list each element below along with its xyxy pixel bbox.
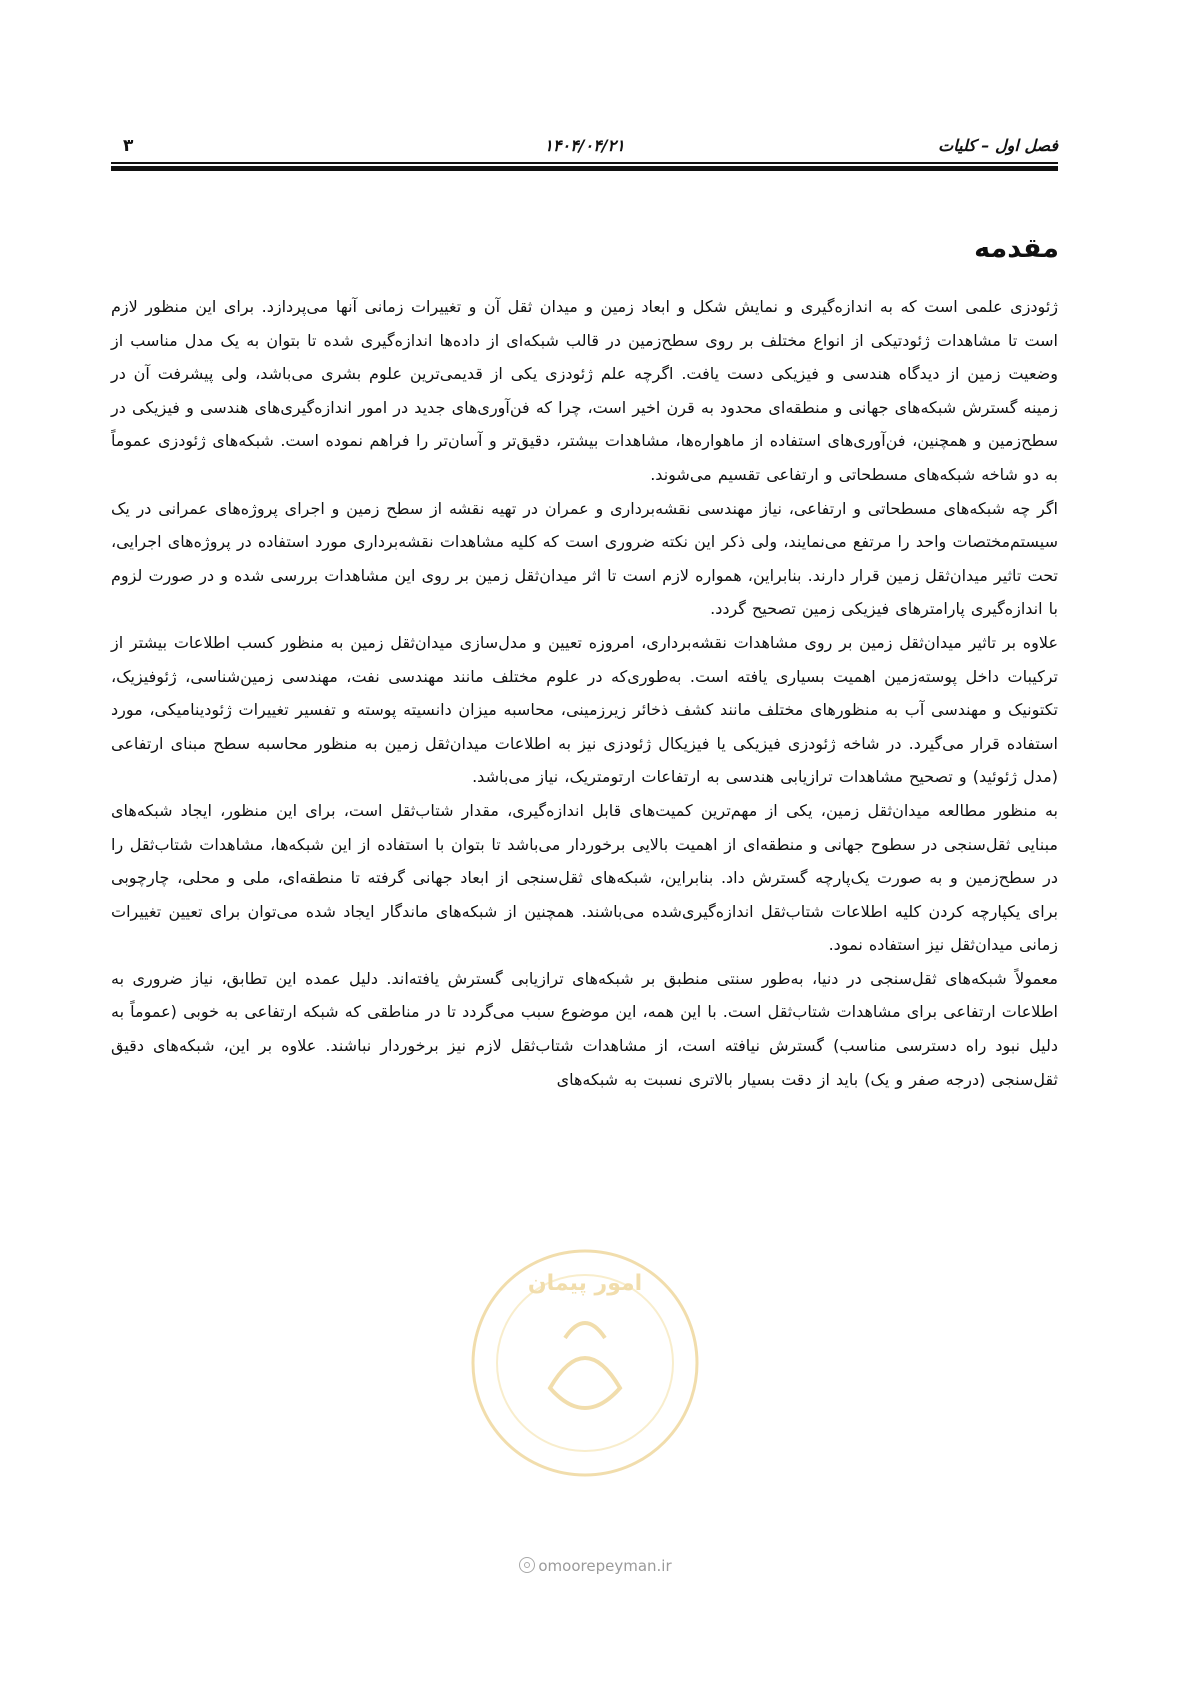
at-sign-icon: [519, 1557, 535, 1573]
paragraph: علاوه بر تاثیر میدان‌ثقل زمین بر روی مشاهدات نقشه‌برداری، امروزه تعیین و مدل‌سازی میدان‌ثقل زمین به منظور کسب اطلاعات بیشتر از ترکیبات داخل پوسته‌زمین اهمیت بسیاری یافته است. به‌طوری‌که در علوم مختلف مانند مهندسی نفت، مهندسی زمین‌شناسی، ژئوفیزیک، تکتونیک و مهندسی آب به منظورهای مختلف مانند کشف ذخائر زیرزمینی، محاسبه میزان دانسیته پوسته و تفسیر تغییرات ژئودینامیکی، مورد استفاده قرار می‌گیرد. در شاخه ژئودزی فیزیکی یا فیزیکال ژئودزی نیز به اطلاعات میدان‌ثقل زمین به منظور محاسبه سطح مبنای ارتفاعی (مدل ژئوئید) و تصحیح مشاهدات ترازیابی هندسی به ارتفاعات ارتومتریک، نیاز می‌باشد.: [111, 632, 1058, 787]
body-text: [111, 290, 1058, 1096]
section-title: مقدمه: [974, 233, 1059, 264]
paragraph: ژئودزی علمی است که به اندازه‌گیری و نمایش شکل و ابعاد زمین و میدان ثقل آن و تغییرات زمانی آنها می‌پردازد. برای این منظور لازم است تا مشاهدات ژئودتیکی از انواع مختلف بر روی سطح‌زمین در قالب شبکه‌ای از داده‌ها اندازه‌گیری شده تا بتوان به یک مدل مناسب از وضعیت زمین از دیدگاه هندسی و فیزیکی دست یافت. اگرچه علم ژئودزی یکی از قدیمی‌ترین علوم بشری می‌باشد، ولی پیشرفت آن در زمینه گسترش شبکه‌های جهانی و منطقه‌ای محدود به قرن اخیر است، چرا که فن‌آوری‌های جدید در امور اندازه‌گیری‌های هندسی و فیزیکی در سطح‌زمین و همچنین، فن‌آوری‌های استفاده از ماهواره‌ها، مشاهدات بیشتر، دقیق‌تر و آسان‌تر را فراهم نموده است. شبکه‌های ژئودزی عموماً به دو شاخه شبکه‌های مسطحاتی و ارتفاعی تقسیم می‌شوند.: [111, 297, 1058, 484]
watermark-logo: [455, 1238, 715, 1488]
header-rule-thick: [111, 166, 1058, 171]
watermark-url: [0, 1557, 1191, 1575]
header-date: ۱۴۰۴/۰۴/۲۱: [544, 136, 625, 155]
watermark-url-text: omoorepeyman.ir: [538, 1557, 672, 1575]
chapter-title: فصل اول – کلیات: [938, 136, 1058, 155]
paragraph: معمولاً شبکه‌های ثقل‌سنجی در دنیا، به‌طور سنتی منطبق بر شبکه‌های ترازیابی گسترش یافته‌اند. دلیل عمده این تطابق، نیاز ضروری به اطلاعات ارتفاعی برای مشاهدات شتاب‌ثقل است. با این همه، این موضوع سبب می‌گردد تا در مناطقی که شبکه ارتفاعی به خوبی (عموماً به دلیل نبود راه دسترسی مناسب) گسترش نیافته است، از مشاهدات شتاب‌ثقل لازم نیز برخوردار نباشند. علاوه بر این، شبکه‌های دقیق ثقل‌سنجی (درجه صفر و یک) باید از دقت بسیار بالاتری نسبت به شبکه‌های: [111, 968, 1058, 1089]
header-rule-thin: [111, 162, 1058, 164]
watermark-logo-text: امور پیمان: [527, 1271, 643, 1296]
running-header: [111, 133, 1058, 163]
paragraph: به منظور مطالعه میدان‌ثقل زمین، یکی از مهم‌ترین کمیت‌های قابل اندازه‌گیری، مقدار شتاب‌ثقل است، برای این منظور، ایجاد شبکه‌های مبنایی ثقل‌سنجی در سطوح جهانی و منطقه‌ای از اهمیت بالایی برخوردار می‌باشد تا بتوان با استفاده از این شبکه‌ها، مشاهدات شتاب‌ثقل را در سطح‌زمین و به صورت یک‌پارچه گسترش داد. بنابراین، شبکه‌های ثقل‌سنجی از ابعاد جهانی گرفته تا منطقه‌ای، ملی و محلی، چارچوبی برای یکپارچه کردن کلیه اطلاعات شتاب‌ثقل اندازه‌گیری‌شده می‌باشند. همچنین از شبکه‌های ماندگار ایجاد شده می‌توان برای تعیین تغییرات زمانی میدان‌ثقل نیز استفاده نمود.: [111, 800, 1058, 955]
paragraph: اگر چه شبکه‌های مسطحاتی و ارتفاعی، نیاز مهندسی نقشه‌برداری و عمران در تهیه نقشه از سطح زمین و اجرای پروژه‌های عمرانی در یک سیستم‌مختصات واحد را مرتفع می‌نمایند، ولی ذکر این نکته ضروری است که کلیه مشاهدات نقشه‌برداری مورد استفاده در پروژه‌های اجرایی، تحت تاثیر میدان‌ثقل زمین قرار دارند. بنابراین، همواره لازم است تا اثر میدان‌ثقل زمین بر روی این مشاهدات بررسی شده و در صورت لزوم با اندازه‌گیری پارامترهای فیزیکی زمین تصحیح گردد.: [111, 498, 1058, 619]
page-number: ۳: [123, 136, 134, 156]
